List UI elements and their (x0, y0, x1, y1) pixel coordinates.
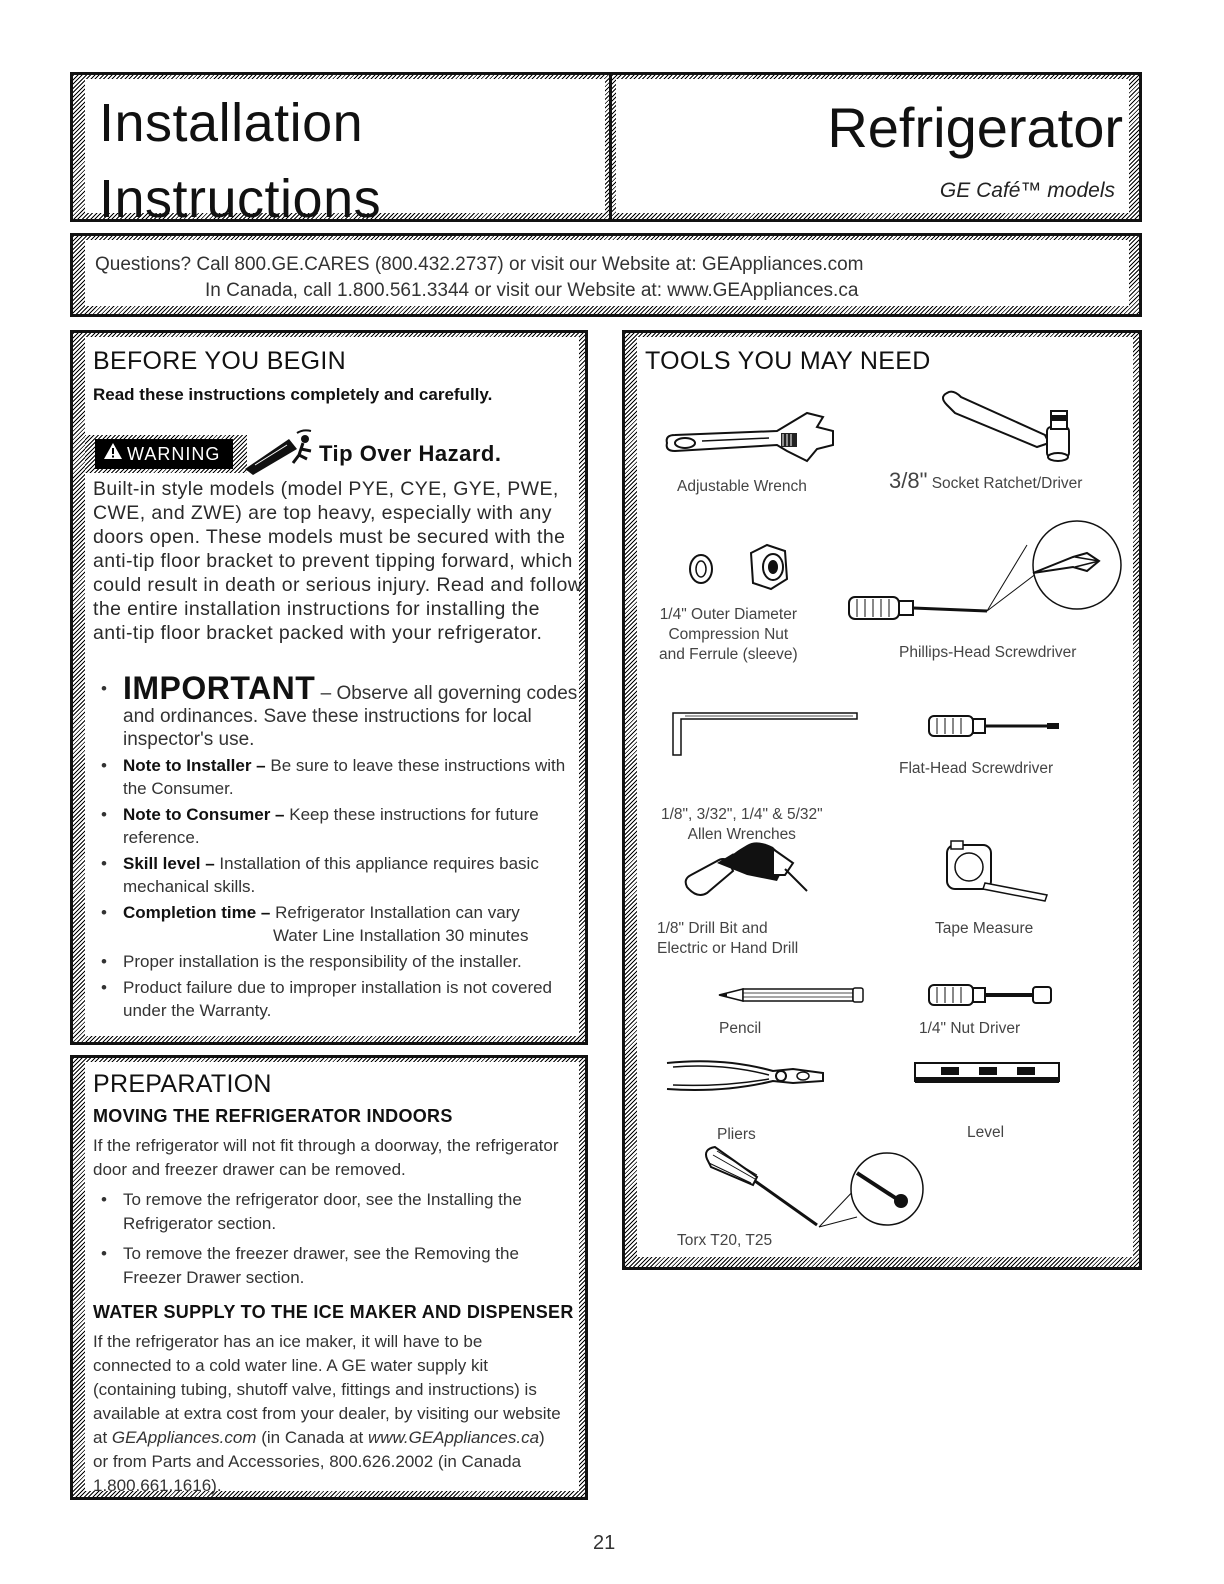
allen-wrench-icon (667, 705, 867, 770)
proper-installation-text: Proper installation is the responsibility of the installer. (123, 952, 522, 971)
title-line-1: Installation (99, 93, 364, 153)
warning-badge (95, 439, 233, 469)
prep-bullet-list (93, 1188, 563, 1293)
product-title: Refrigerator (827, 96, 1123, 159)
tip-over-hazard: Tip Over Hazard. (319, 441, 502, 466)
allen-label-line-2: Allen Wrenches (687, 826, 796, 843)
note-consumer-label: Note to Consumer – (123, 805, 285, 824)
warning-label: WARNING (127, 444, 221, 464)
preparation-section (70, 1055, 588, 1500)
adjustable-wrench-icon (657, 405, 847, 480)
list-item: • Skill level – Installation of this appliance requires basic mechanical skills. (101, 854, 539, 896)
skill-label: Skill level – (123, 854, 215, 873)
water-supply-text (93, 1330, 563, 1498)
drill-icon (677, 831, 827, 916)
list-item: • IMPORTANT – Observe all governing codes and ordinances. Save these instructions for local inspector's use. (101, 670, 578, 750)
important-word: IMPORTANT (123, 670, 316, 706)
water-text-1: If the refrigerator has an ice maker, it will have to be connected to a cold water line. A GE water supply kit (containing tubing, shutoff valve, fittings and instructions) is available at extra cost from your dealer, by visiting our website at (93, 1332, 561, 1447)
tools-title: TOOLS YOU MAY NEED (645, 347, 931, 375)
level-icon (913, 1059, 1063, 1094)
important-text: – Observe all governing codes and ordinances. Save these instructions for local inspector's use. (123, 683, 578, 750)
compression-label-line-3: and Ferrule (sleeve) (659, 646, 798, 663)
socket-ratchet-text: Socket Ratchet/Driver (931, 475, 1083, 492)
compression-label-line-1: 1/4" Outer Diameter (659, 606, 797, 623)
page-number: 21 (593, 1532, 616, 1554)
flat-head-screwdriver-icon (927, 711, 1067, 746)
prep-bullet-1: To remove the refrigerator door, see the Installing the Refrigerator section. (123, 1190, 522, 1233)
skill-text: Installation of this appliance requires basic mechanical skills. (123, 854, 539, 896)
water-text-2: (in Canada at (256, 1428, 368, 1447)
phillips-screwdriver-icon (837, 517, 1127, 632)
note-installer-text: Be sure to leave these instructions with the Consumer. (123, 756, 566, 798)
tape-measure-label: Tape Measure (935, 920, 1034, 937)
compression-nut-label (659, 605, 798, 665)
preparation-title: PREPARATION (93, 1070, 272, 1098)
questions-us: Questions? Call 800.GE.CARES (800.432.2737) or visit our Website at: GEAppliances.com (95, 254, 864, 275)
header-product-box (609, 72, 1142, 222)
questions-canada: In Canada, call 1.800.561.3344 or visit our Website at: www.GEAppliances.ca (205, 280, 859, 301)
level-label: Level (967, 1124, 1005, 1141)
ge-canada-website-link[interactable]: www.GEAppliances.ca (368, 1428, 540, 1447)
torx-label: Torx T20, T25 (677, 1232, 773, 1249)
flat-head-label: Flat-Head Screwdriver (899, 760, 1054, 777)
pencil-label: Pencil (719, 1020, 762, 1037)
completion-text-2: Water Line Installation 30 minutes (273, 926, 529, 945)
ge-website-link[interactable]: GEAppliances.com (111, 1428, 257, 1447)
header-title-box (70, 72, 612, 229)
water-supply-title: WATER SUPPLY TO THE ICE MAKER AND DISPENSER (93, 1302, 574, 1322)
adjustable-wrench-label: Adjustable Wrench (677, 478, 807, 495)
list-item: • To remove the refrigerator door, see the Installing the Refrigerator section. (101, 1190, 522, 1233)
pliers-label: Pliers (717, 1126, 756, 1143)
questions-box (70, 233, 1142, 317)
moving-title: MOVING THE REFRIGERATOR INDOORS (93, 1106, 453, 1126)
nut-driver-label: 1/4" Nut Driver (919, 1020, 1021, 1037)
list-item: • To remove the freezer drawer, see the Removing the Freezer Drawer section. (101, 1244, 519, 1287)
list-item: • Note to Consumer – Keep these instructions for future reference. (101, 805, 539, 847)
note-installer-label: Note to Installer – (123, 756, 266, 775)
before-title: BEFORE YOU BEGIN (93, 347, 347, 375)
drill-label (657, 919, 798, 959)
warning-triangle-icon (103, 439, 123, 469)
socket-ratchet-icon (927, 387, 1097, 482)
before-bullet-list (93, 670, 588, 1025)
list-item: • Product failure due to improper installation is not covered under the Warranty. (101, 978, 553, 1020)
tape-measure-icon (937, 839, 1057, 914)
completion-text: Refrigerator Installation can vary (270, 903, 520, 922)
completion-label: Completion time – (123, 903, 271, 922)
socket-fraction: 3/8" (889, 468, 928, 493)
phillips-label: Phillips-Head Screwdriver (899, 644, 1077, 661)
title-line-2: Instructions (99, 169, 382, 229)
page-title (99, 93, 381, 229)
drill-label-line-1: 1/8" Drill Bit and (657, 920, 768, 937)
list-item: • Completion time – Refrigerator Installation can vary Water Line Installation 30 minutes (93, 901, 588, 947)
note-consumer-text: Keep these instructions for future reference. (123, 805, 539, 847)
prep-bullet-2: To remove the freezer drawer, see the Removing the Freezer Drawer section. (123, 1244, 519, 1287)
allen-label-line-1: 1/8", 3/32", 1/4" & 5/32" (661, 806, 823, 823)
socket-ratchet-label (889, 468, 1083, 494)
pliers-icon (663, 1053, 843, 1104)
pencil-icon (717, 985, 867, 1010)
before-you-begin-section (70, 330, 588, 1045)
moving-text: If the refrigerator will not fit through a doorway, the refrigerator door and freezer drawer can be removed. (93, 1136, 559, 1179)
list-item: • Note to Installer – Be sure to leave these instructions with the Consumer. (101, 756, 566, 798)
list-item: • Proper installation is the responsibility of the installer. (101, 952, 522, 971)
compression-nut-icon (677, 539, 827, 604)
water-text-3: ) or from Parts and Accessories, 800.626.2002 (in Canada 1.800.661.1616). (93, 1428, 545, 1495)
tip-over-icon (241, 429, 319, 480)
product-failure-text: Product failure due to improper installation is not covered under the Warranty. (123, 978, 553, 1020)
hazard-text: Built-in style models (model PYE, CYE, GYE, PWE, CWE, and ZWE) are top heavy, especially with any doors open. These models must be secured with the anti-tip floor bracket to prevent tipping forward, which could result in death or serious injury. Read and follow the entire installation instructions for installing the anti-tip floor bracket packed with your refrigerator. (93, 478, 583, 644)
nut-driver-icon (927, 981, 1057, 1014)
before-intro: Read these instructions completely and carefully. (93, 385, 493, 404)
tools-section (622, 330, 1142, 1270)
models-subtitle: GE Café™ models (939, 179, 1115, 202)
compression-label-line-2: Compression Nut (668, 626, 789, 643)
drill-label-line-2: Electric or Hand Drill (657, 940, 799, 957)
